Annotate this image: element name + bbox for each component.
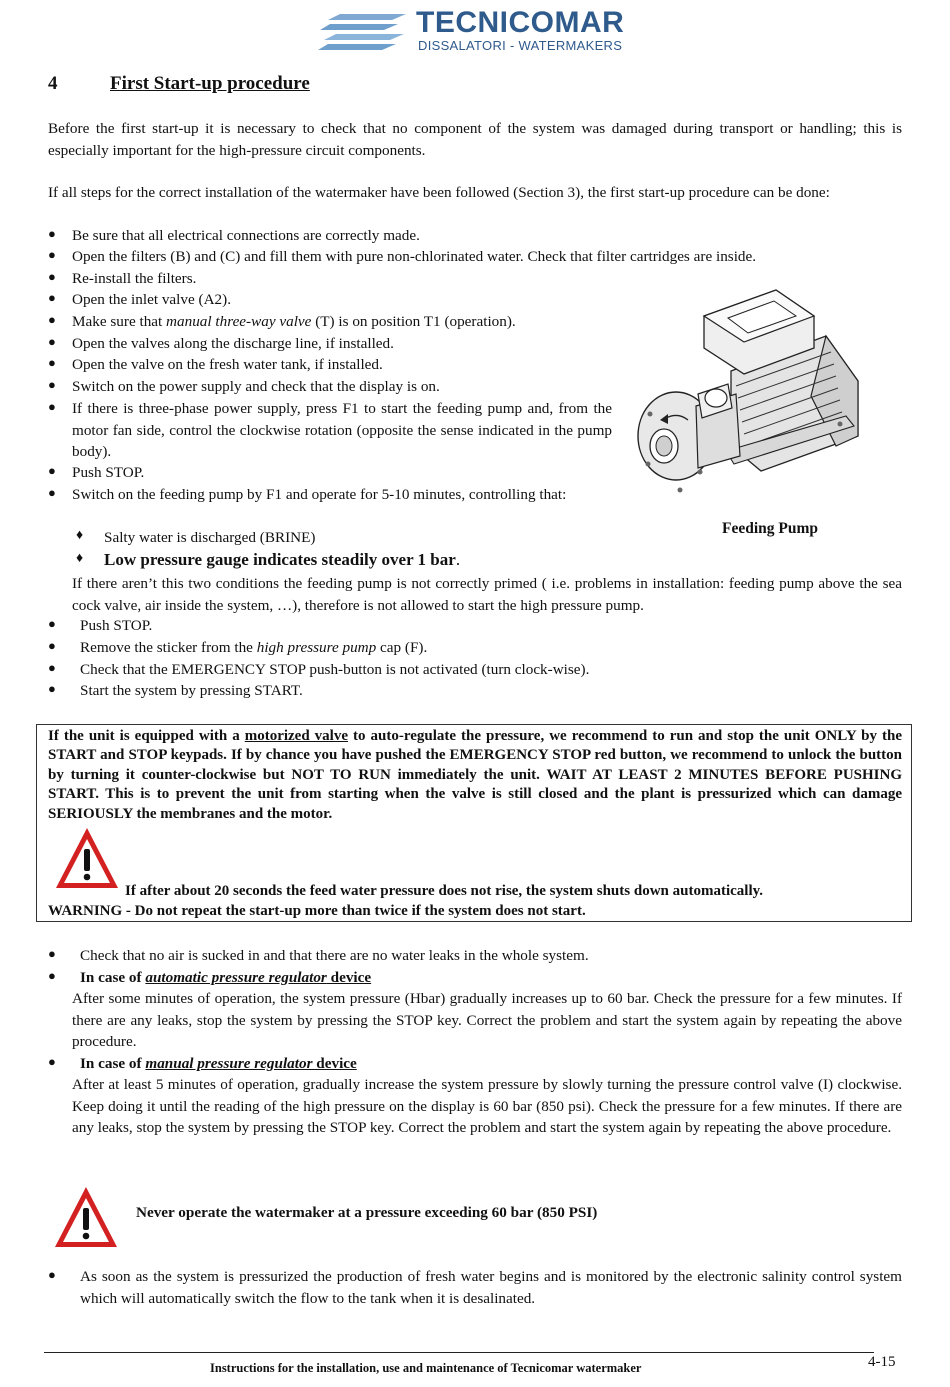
- step-6: Open the valves along the discharge line, if installed.: [72, 335, 394, 352]
- bullet-icon: ●: [48, 312, 56, 327]
- warning-text-rest: to auto-regulate the pressure, we recommend to run and stop the unit ONLY by the START and STOP keypads. If by chance you have pushed the EMERGENCY STOP red button, we recommend to unlock the button by turning it counter-clockwise but NOT TO RUN immediately the unit. WAIT AT LEAST 2 MINUTES BEFORE PUSHING START. This is to prevent the unit from starting when the valve is still closed and the plant is pressurized which can damage SERIOUSLY the membranes and the motor.: [48, 728, 902, 822]
- step-5-valve: manual three-way valve: [166, 313, 312, 330]
- bullet-icon: ●: [48, 269, 56, 284]
- manual-heading-prefix: In case of: [80, 1055, 146, 1072]
- footer-rule: [44, 1352, 874, 1353]
- step-13-pump: high pressure pump: [256, 639, 377, 656]
- bullet-icon: ●: [48, 463, 56, 478]
- bullet-icon: ●: [48, 660, 56, 675]
- warning-box: [36, 724, 912, 922]
- warning-triangle-icon: [52, 1184, 120, 1250]
- step-5-text-end: (T) is on position T1 (operation).: [311, 313, 516, 330]
- figure-caption: Feeding Pump: [722, 520, 819, 537]
- diamond-bullet-icon: ♦: [76, 551, 84, 566]
- bullet-icon: ●: [48, 485, 56, 500]
- auto-heading-prefix: In case of: [80, 969, 146, 986]
- bullet-icon: ●: [48, 334, 56, 349]
- brand-logo: [318, 8, 638, 58]
- manual-regulator-term: manual pressure regulator: [145, 1055, 313, 1072]
- motorized-valve-term: motorized valve: [244, 728, 348, 744]
- condition-2: [104, 549, 704, 571]
- step-13-text-end: cap (F).: [376, 639, 428, 656]
- step-15: Start the system by pressing START.: [80, 682, 303, 699]
- pressure-limit-warning: Never operate the watermaker at a pressure exceeding 60 bar (850 PSI): [136, 1204, 598, 1221]
- step-7: Open the valve on the fresh water tank, if installed.: [72, 356, 383, 373]
- step-1: Be sure that all electrical connections are correctly made.: [72, 227, 420, 244]
- footer-text: Instructions for the installation, use and maintenance of Tecnicomar watermaker: [210, 1361, 642, 1375]
- page-number: 4-15: [868, 1354, 896, 1370]
- intro-paragraph-1: Before the first start-up it is necessary to check that no component of the system was damaged during transport or handling; this is especially important for the high-pressure circuit components.: [48, 120, 902, 159]
- diamond-bullet-icon: ♦: [76, 528, 84, 543]
- brand-name: TECNICOMAR: [416, 6, 625, 39]
- bullet-icon: ●: [48, 377, 56, 392]
- auto-regulator-term: automatic pressure regulator: [145, 969, 327, 986]
- warning-triangle-icon: [53, 825, 121, 891]
- bullet-icon: ●: [48, 1267, 56, 1282]
- intro-paragraph-2: If all steps for the correct installation of the watermaker have been followed (Section 3), the first start-up procedure can be done:: [48, 184, 830, 201]
- fresh-water-production: As soon as the system is pressurized the production of fresh water begins and is monitored by the electronic salinity control system which will automatically switch the flow to the tank when it is desalinated.: [80, 1268, 902, 1307]
- bullet-icon: ●: [48, 355, 56, 370]
- manual-regulator-heading: [80, 1053, 900, 1075]
- bullet-icon: ●: [48, 638, 56, 653]
- bullet-icon: ●: [48, 247, 56, 262]
- section-number: 4: [48, 73, 58, 94]
- step-5-text: Make sure that: [72, 313, 167, 330]
- condition-2-text: Low pressure gauge indicates steadily over 1 bar: [104, 550, 456, 569]
- step-13-text: Remove the sticker from the: [80, 639, 257, 656]
- bullet-icon: ●: [48, 681, 56, 696]
- auto-heading-suffix: device: [326, 969, 372, 986]
- bullet-icon: ●: [48, 290, 56, 305]
- step-3: Re-install the filters.: [72, 270, 197, 287]
- warning-text-start: If the unit is equipped with a: [48, 728, 245, 744]
- step-10: Push STOP.: [72, 464, 145, 481]
- auto-regulator-text: After some minutes of operation, the system pressure (Hbar) gradually increases up to 60 bar. Check the pressure for a few minutes. If there are any leaks, stop the system by pressing the STOP key. Correct the problem and start the system again by repeating the above procedure.: [72, 990, 902, 1050]
- step-2: Open the filters (B) and (C) and fill them with pure non-chlorinated water. Check that filter cartridges are inside.: [72, 248, 757, 265]
- step-13: [80, 637, 900, 659]
- bullet-icon: ●: [48, 968, 56, 983]
- step-11: Switch on the feeding pump by F1 and operate for 5-10 minutes, controlling that:: [72, 486, 567, 503]
- feeding-pump-image: [636, 286, 868, 508]
- step-5: [72, 311, 612, 333]
- bullet-icon: ●: [48, 226, 56, 241]
- step-14: Check that the EMERGENCY STOP push-button is not activated (turn clock-wise).: [80, 661, 590, 678]
- condition-1: Salty water is discharged (BRINE): [104, 529, 316, 546]
- step-8: Switch on the power supply and check that the display is on.: [72, 378, 440, 395]
- step-9: If there is three-phase power supply, press F1 to start the feeding pump and, from the motor fan side, control the clockwise rotation (opposite the sense indicated in the pump body).: [72, 400, 612, 460]
- wave-logo-icon: [318, 10, 408, 56]
- bullet-icon: ●: [48, 1054, 56, 1069]
- manual-heading-suffix: device: [312, 1055, 357, 1072]
- step-4: Open the inlet valve (A2).: [72, 291, 231, 308]
- manual-regulator-text: After at least 5 minutes of operation, gradually increase the system pressure by slowly turning the pressure control valve (I) clockwise. Keep doing it until the reading of the high pressure on the display is 60 bar (850 psi). Check the pressure for a few minutes. If there are any leaks, stop the system by pressing the STOP key. Correct the problem and start the system again by repeating the above procedure.: [72, 1076, 902, 1136]
- brand-tagline: DISSALATORI - WATERMAKERS: [418, 38, 623, 53]
- warning-box-text: [48, 727, 902, 824]
- step-12: Push STOP.: [80, 617, 153, 634]
- auto-regulator-heading: [80, 967, 900, 989]
- bullet-icon: ●: [48, 616, 56, 631]
- bullet-icon: ●: [48, 946, 56, 961]
- section-title: First Start-up procedure: [110, 73, 310, 94]
- condition-2-dot: .: [455, 550, 461, 569]
- bullet-icon: ●: [48, 399, 56, 414]
- warning-line-2: If after about 20 seconds the feed water pressure does not rise, the system shuts down automatically.: [125, 883, 764, 899]
- priming-note: If there aren’t this two conditions the feeding pump is not correctly primed ( i.e. problems in installation: feeding pump above the sea cock valve, air inside the system, …), therefore is not allowed to start the high pressure pump.: [72, 575, 902, 614]
- warning-line-3: WARNING - Do not repeat the start-up more than twice if the system does not start.: [48, 903, 586, 919]
- check-leaks: Check that no air is sucked in and that there are no water leaks in the whole system.: [80, 947, 589, 964]
